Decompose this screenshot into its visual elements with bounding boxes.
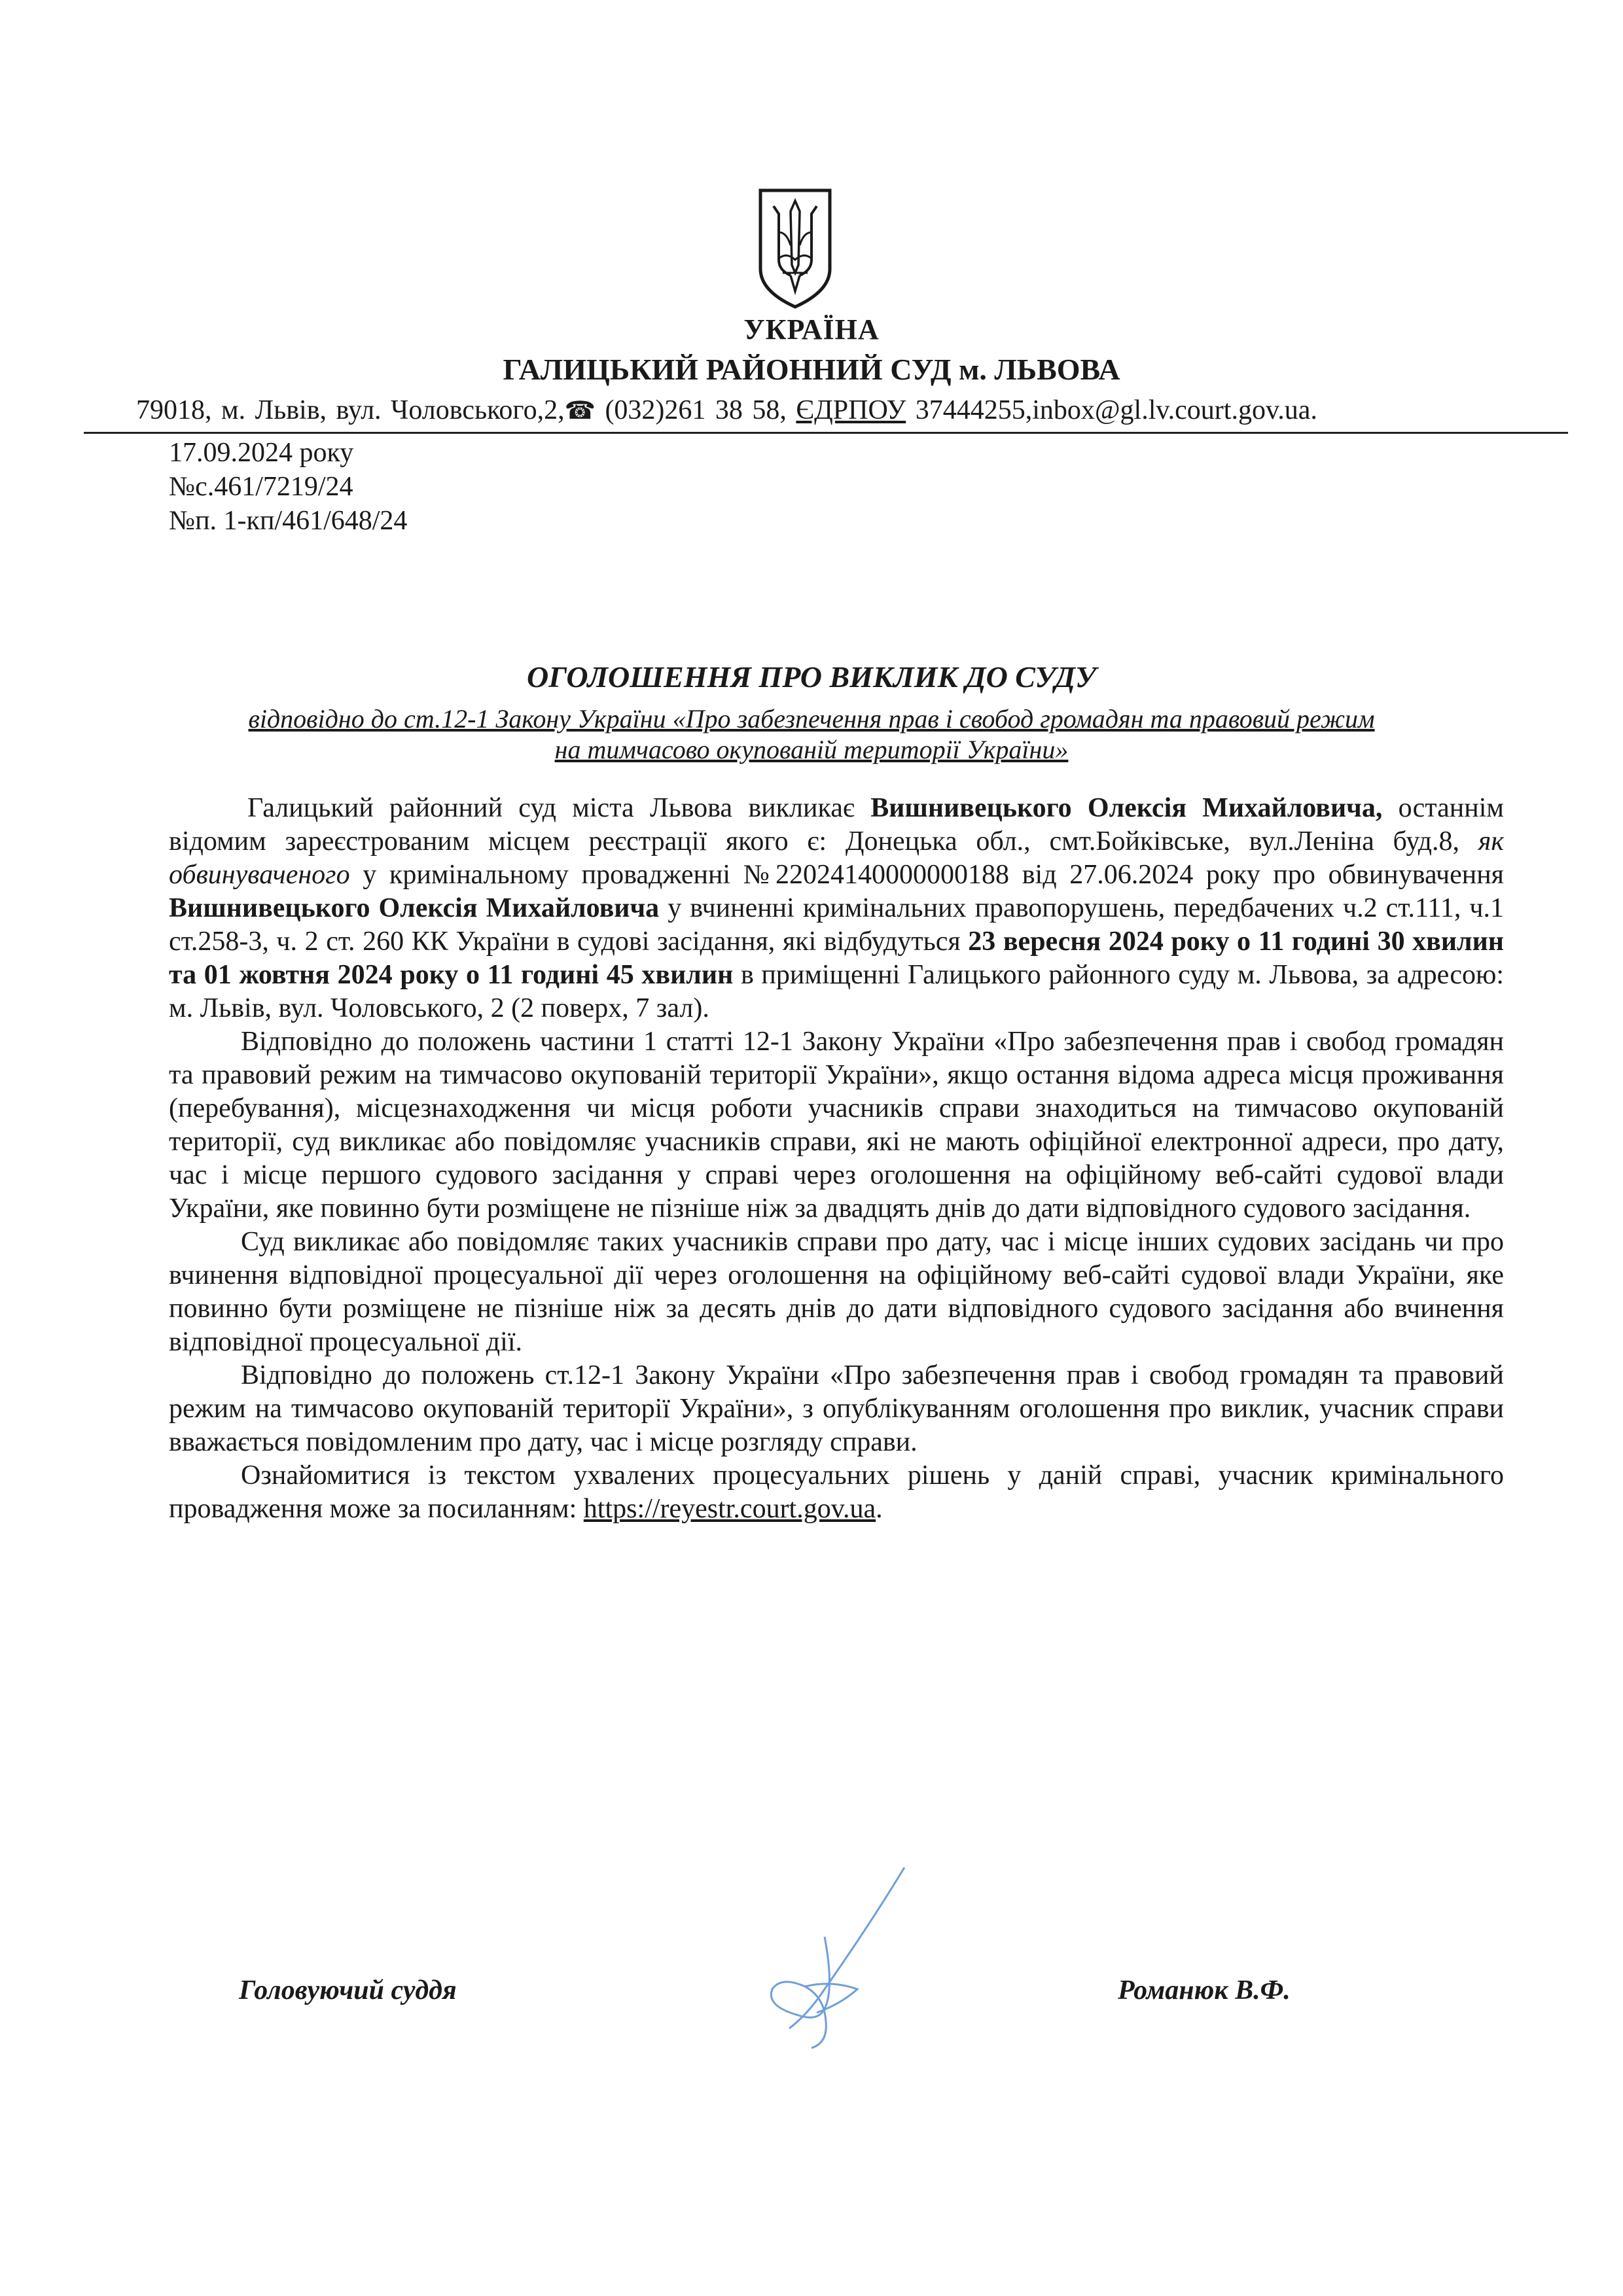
judge-role: Головуючий суддя <box>239 1975 457 2005</box>
case-number: №с.461/7219/24 <box>169 472 353 502</box>
handwritten-signature <box>726 1858 936 2055</box>
paragraph-registry <box>169 1459 1504 1526</box>
court-name-heading: ГАЛИЦЬКИЙ РАЙОННИЙ СУД м. ЛЬВОВА <box>503 353 1120 386</box>
summons-text: в приміщенні Галицького районного суду м. Львова, за адресою: м. Львів, вул. Чоловського, 2 (2 поверх, 7 зал). <box>169 960 1505 1023</box>
hearing-dates: 23 вересня 2024 року о 11 годині 30 хвилин та 01 жовтня 2024 року о 11 годині 45 хвилин <box>169 927 1504 990</box>
phone-number: (032)261 38 58, <box>595 395 796 425</box>
accused-role: як обвинуваченого <box>169 826 1504 890</box>
registry-text-end: . <box>876 1494 883 1524</box>
address-text: 79018, м. Львів, вул. Чоловського,2, <box>136 395 565 425</box>
notice-title: ОГОЛОШЕННЯ ПРО ВИКЛИК ДО СУДУ <box>527 660 1096 694</box>
paragraph-law-first-hearing: Відповідно до положень частини 1 статті 12-1 Закону України «Про забезпечення прав і свобод громадян та правовий режим на тимчасово окупованій території України», якщо остання відома адреса місця проживання (перебування), місцезнаходження чи місця роботи учасників справи знаходиться на тимчасово окупованій території, суд викликає або повідомляє учасників справи, які не мають офіційної електронної адреси, про дату, час і місце першого судового засідання у справі через оголошення на офіційному веб-сайті судової влади України, яке повинно бути розміщене не пізніше ніж за двадцять днів до дати відповідного судового засідання. <box>169 1027 1504 1224</box>
country-heading: УКРАЇНА <box>743 313 880 345</box>
accused-name: Вишнивецького Олексія Михайловича <box>169 893 660 923</box>
judge-name: Романюк В.Ф. <box>1118 1975 1291 2005</box>
summons-text: останнім відомим зареєстрованим місцем реєстрації якого є: Донецька обл., смт.Бойківське, вул.Леніна буд.8, <box>169 793 1504 857</box>
document-date: 17.09.2024 року <box>169 438 354 468</box>
registry-link[interactable]: https://reyestr.court.gov.ua <box>583 1494 876 1524</box>
edrpou-email: 37444255,inbox@gl.lv.court.gov.ua. <box>906 395 1317 425</box>
summons-text: у вчиненні кримінальних правопорушень, передбачених ч.2 ст.111, ч.1 ст.258-3, ч. 2 ст. 260 КК України в судові засідання, які відбудуться <box>169 893 1505 957</box>
notice-body <box>169 792 1504 1526</box>
phone-icon: ☎ <box>564 397 596 425</box>
registry-text: Ознайомитися із текстом ухвалених процесуальних рішень у даній справі, учасник кримінального провадження може за посиланням: <box>169 1460 1504 1524</box>
trident-emblem-icon <box>753 186 838 311</box>
accused-name: Вишнивецького Олексія Михайловича, <box>870 793 1383 823</box>
paragraph-notification: Відповідно до положень ст.12-1 Закону України «Про забезпечення прав і свобод громадян та правовий режим на тимчасово окупованій території України», з опублікуванням оголошення про виклик, учасник справи вважається повідомленим про дату, час і місце розгляду справи. <box>169 1360 1504 1457</box>
header-divider <box>84 432 1568 434</box>
notice-subtitle-line2: на тимчасово окупованій території України» <box>554 735 1069 764</box>
summons-text: у кримінальному провадженні №22024140000000188 від 27.06.2024 року про обвинувачення <box>349 860 1504 890</box>
paragraph-summons <box>169 792 1504 1025</box>
summons-text: Галицький районний суд міста Львова викликає <box>247 793 871 823</box>
notice-subtitle-line1: відповідно до ст.12-1 Закону України «Про забезпечення прав і свобод громадян та правовий режим <box>248 704 1375 733</box>
proceeding-number: №п. 1-кп/461/648/24 <box>169 506 408 536</box>
paragraph-law-other-hearings: Суд викликає або повідомляє таких учасників справи про дату, час і місце інших судових засідань чи про вчинення відповідної процесуальної дії через оголошення на офіційному веб-сайті судової влади України, яке повинно бути розміщене не пізніше ніж за десять днів до дати відповідного судового засідання або вчинення відповідної процесуальної дії. <box>169 1227 1504 1357</box>
court-address-line <box>136 395 1317 426</box>
edrpou-label: ЄДРПОУ <box>796 395 906 425</box>
